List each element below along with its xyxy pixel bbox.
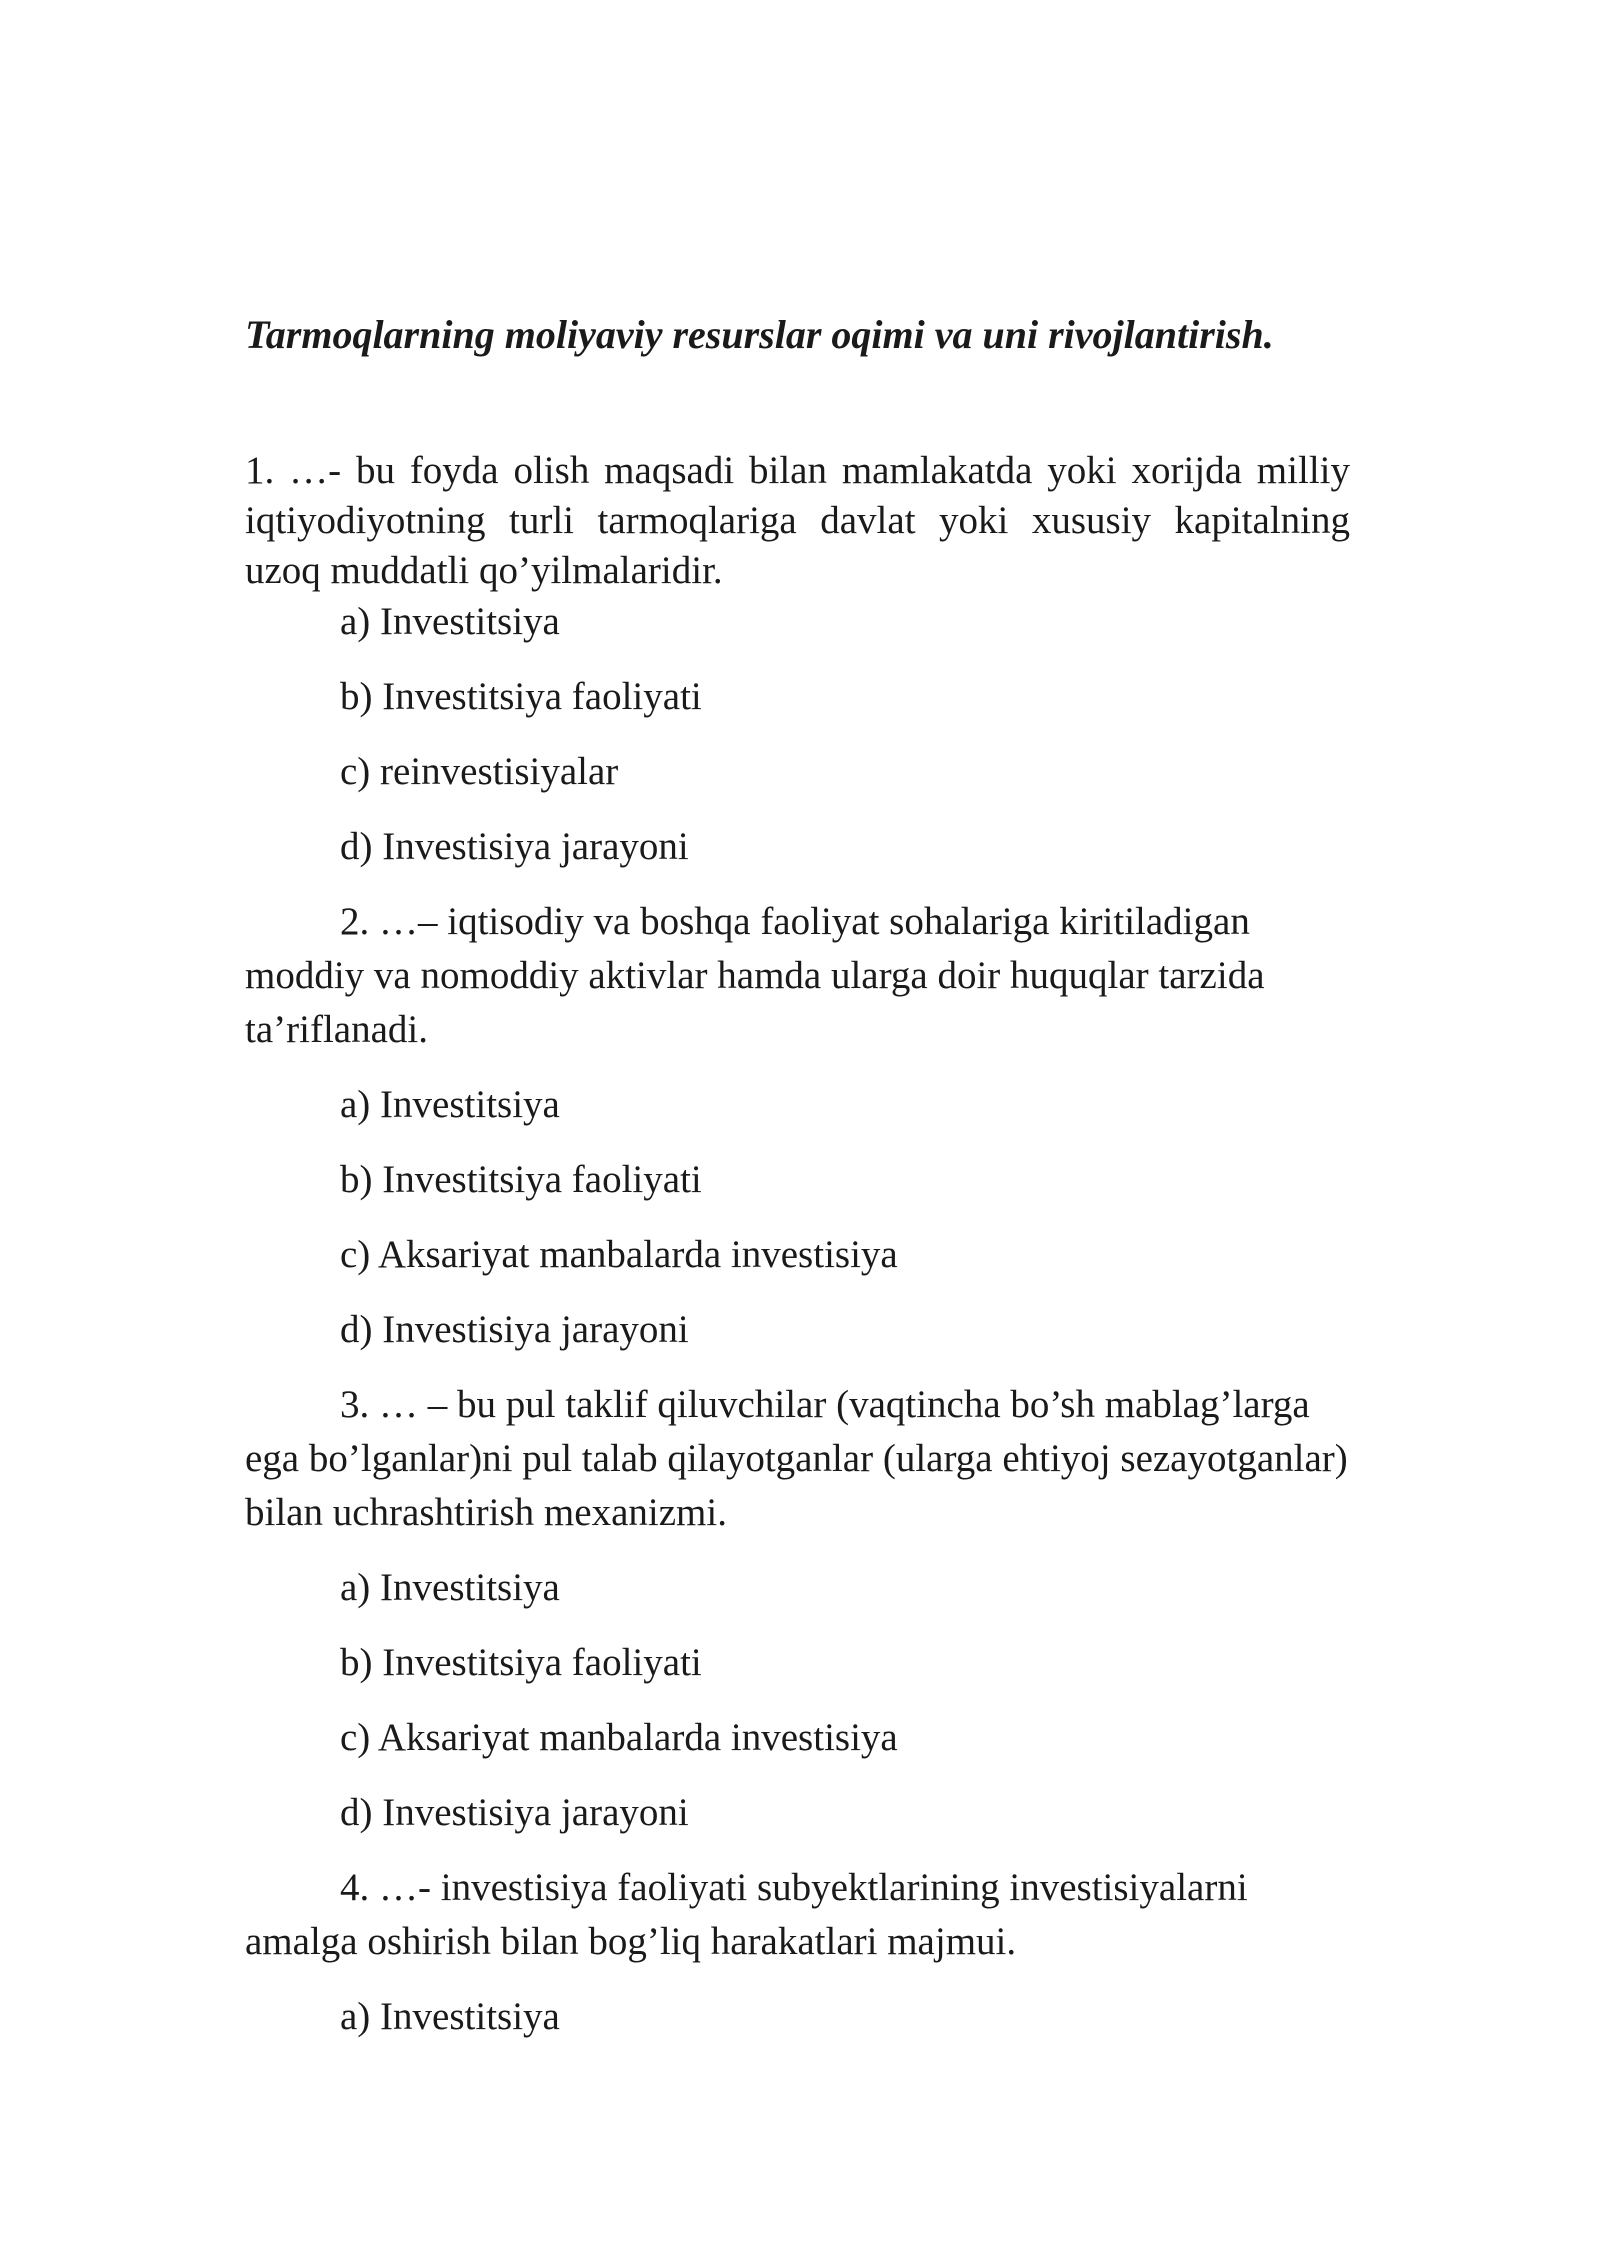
question-1-option-b: b) Investitsiya faoliyati [340,675,702,718]
document-title: Tarmoqlarning moliyaviy resurslar oqimi va uni rivojlantirish. [245,312,1274,357]
question-3-option-c: c) Aksariyat manbalarda investisiya [340,1716,898,1759]
question-2-option-a: a) Investitsiya [340,1083,560,1126]
question-3-option-d: d) Investisiya jarayoni [340,1791,689,1834]
question-2-option-c: c) Aksariyat manbalarda investisiya [340,1233,898,1276]
question-2-text [245,895,1365,1057]
question-1-option-a: a) Investitsiya [340,600,560,643]
question-2-option-b: b) Investitsiya faoliyati [340,1158,702,1201]
question-3-text [245,1378,1365,1540]
question-4-option-a: a) Investitsiya [340,1995,560,2038]
question-2-option-d: d) Investisiya jarayoni [340,1308,689,1351]
question-1-option-c: c) reinvestisiyalar [340,750,619,793]
question-1-text: 1. …- bu foyda olish maqsadi bilan mamlakatda yoki xorijda milliy iqtiyodiyotning turli tarmoqlariga davlat yoki xususiy kapitalning uzoq muddatli qo’yilmalaridir. [245,449,1350,592]
question-3-label: 3. … – bu pul taklif qiluvchilar (vaqtincha bo’sh mablag’larga ega bo’lganlar)ni pul talab qilayotganlar (ularga ehtiyoj sezayotganlar) bilan uchrashtirish mexanizmi. [245,1383,1348,1534]
question-3-option-a: a) Investitsiya [340,1566,560,1609]
question-4-label: 4. …- investisiya faoliyati subyektlarining investisiyalarni amalga oshirish bilan bog’liq harakatlari majmui. [245,1866,1248,1963]
question-2-label: 2. …– iqtisodiy va boshqa faoliyat sohalariga kiritiladigan moddiy va nomoddiy aktivlar hamda ularga doir huquqlar tarzida ta’riflanadi. [245,900,1265,1051]
question-3-option-b: b) Investitsiya faoliyati [340,1641,702,1684]
question-1-option-d: d) Investisiya jarayoni [340,825,689,868]
question-4-text [245,1861,1365,1969]
